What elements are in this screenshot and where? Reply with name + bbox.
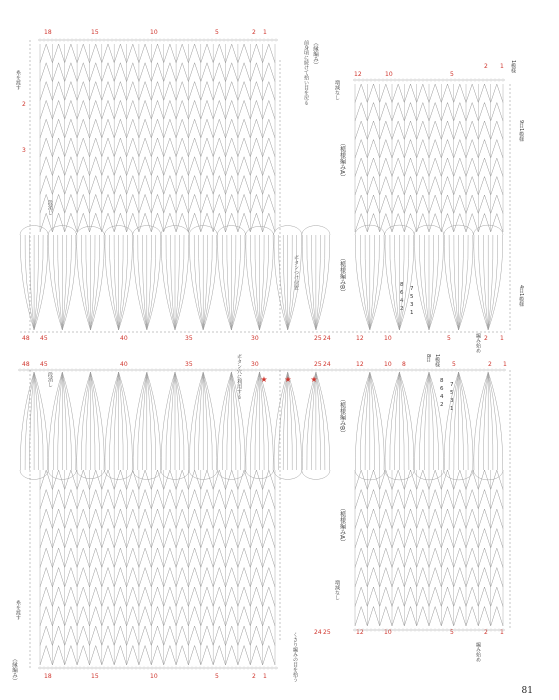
stripe-number: 7 <box>450 382 454 388</box>
stripe-number: 7 <box>410 286 414 292</box>
front-note: 前身頃に続けて拾い目を戻る <box>303 40 309 105</box>
stripe-number: 8 <box>440 378 444 384</box>
right-top-count: 10 <box>385 71 393 78</box>
chain-stitches <box>39 39 278 41</box>
right-top-count: 12 <box>354 71 362 78</box>
star-marker: ★ <box>284 375 292 384</box>
stripe-number: 5 <box>410 294 414 300</box>
no-increase-label: 増減なし <box>334 80 340 100</box>
left-count: 2 <box>22 101 26 108</box>
bottom-count: 12 <box>356 629 364 636</box>
top-count: 40 <box>120 361 128 368</box>
star-marker: ★ <box>310 375 318 384</box>
chain-stitches <box>354 79 505 81</box>
bottom-count: 10 <box>384 335 392 342</box>
pattern-b-label: （模様編みB） <box>338 396 346 437</box>
fan-stitches <box>20 372 330 479</box>
no-increase-label: 増減なし <box>334 580 340 600</box>
stripe-number: 6 <box>400 290 404 296</box>
start-label: 編み始め <box>475 642 481 662</box>
bottom-count: 15 <box>91 673 99 680</box>
bottom-count: 35 <box>185 335 193 342</box>
bottom-count: 5 <box>450 629 454 636</box>
stripe-number: 2 <box>440 402 444 408</box>
right-top-count: 1 <box>500 63 504 70</box>
bottom-count: 24 <box>314 629 322 636</box>
bottom-count: 30 <box>251 335 259 342</box>
top-count: 5 <box>215 29 219 36</box>
page-number: 81 <box>521 686 533 696</box>
bottom-count: 1 <box>500 629 504 636</box>
top-count: 24 <box>323 361 331 368</box>
edging-label: （縁編み） <box>312 40 318 68</box>
bottom-count: 24 <box>323 335 331 342</box>
lattice-stitches <box>40 470 275 665</box>
chain-stitches <box>19 369 506 371</box>
pattern-a-label: （模様編みA） <box>338 505 346 546</box>
row-skip-label: 段消し <box>47 372 53 387</box>
top-count: 10 <box>150 29 158 36</box>
chain-stitches <box>39 667 278 669</box>
top-count: 5 <box>452 361 456 368</box>
front-note: くさり編みの目を拾う <box>292 632 298 682</box>
bottom-count: 1 <box>500 335 504 342</box>
column-stitches <box>355 470 503 626</box>
bottom-count: 10 <box>384 629 392 636</box>
top-count: 25 <box>314 361 322 368</box>
top-count: 35 <box>185 361 193 368</box>
one-repeat-label: 1模様 <box>510 60 516 74</box>
bottom-count: 18 <box>44 673 52 680</box>
top-count: 15 <box>91 29 99 36</box>
pattern-a-label: （模様編みA） <box>338 140 346 181</box>
top-count: 18 <box>44 29 52 36</box>
bottom-count: 25 <box>323 629 331 636</box>
bottom-count: 25 <box>314 335 322 342</box>
stripe-number: 4 <box>440 394 444 400</box>
nine-st-repeat-label: 9目1模様 <box>518 120 524 142</box>
bottom-count: 2 <box>252 673 256 680</box>
stripe-number: 6 <box>440 386 444 392</box>
stripe-number: 3 <box>450 398 454 404</box>
top-count: 12 <box>356 361 364 368</box>
chain-stitches <box>354 629 505 631</box>
top-count: 2 <box>488 361 492 368</box>
bottom-count: 2 <box>484 335 488 342</box>
eight-st-label: 8目 <box>425 354 431 363</box>
top-count: 48 <box>22 361 30 368</box>
yarn-carry-label: 糸を渡す <box>15 70 21 90</box>
star-marker: ★ <box>260 375 268 384</box>
stripe-number: 1 <box>410 310 414 316</box>
bottom-count: 2 <box>484 629 488 636</box>
bottom-count: 45 <box>40 335 48 342</box>
edging-label: （縁編み） <box>11 656 17 684</box>
bottom-count: 12 <box>356 335 364 342</box>
top-count: 2 <box>252 29 256 36</box>
row-skip-label: 段消し <box>47 200 53 215</box>
stripe-number: 1 <box>450 406 454 412</box>
bottom-count: 5 <box>215 673 219 680</box>
button-hole-note: ボタン穴に利用する <box>236 354 242 399</box>
fan-stitches <box>20 226 330 330</box>
pattern-b-label: （模様編みB） <box>338 255 346 296</box>
yarn-carry-label: 糸を渡す <box>15 600 21 620</box>
stripe-number: 8 <box>400 282 404 288</box>
stripe-number: 4 <box>400 298 404 304</box>
top-count: 1 <box>263 29 267 36</box>
top-count: 8 <box>402 361 406 368</box>
button-note: ボタンつけ位置 <box>293 255 299 290</box>
left-count: 3 <box>22 147 26 154</box>
lattice-stitches <box>40 44 275 232</box>
right-top-count: 5 <box>450 71 454 78</box>
bottom-count: 5 <box>447 335 451 342</box>
top-count: 10 <box>384 361 392 368</box>
bottom-count: 10 <box>150 673 158 680</box>
stripe-number: 5 <box>450 390 454 396</box>
right-top-count: 2 <box>484 63 488 70</box>
column-stitches <box>355 84 503 232</box>
start-label: 編み始め <box>475 333 481 353</box>
bottom-count: 40 <box>120 335 128 342</box>
top-count: 30 <box>251 361 259 368</box>
top-panel <box>15 29 524 353</box>
stripe-number: 3 <box>410 302 414 308</box>
bottom-count: 48 <box>22 335 30 342</box>
four-st-repeat-label: 4目1模様 <box>518 285 524 307</box>
stripe-number: 2 <box>400 306 404 312</box>
top-count: 1 <box>503 361 507 368</box>
top-count: 45 <box>40 361 48 368</box>
fan-stitches <box>355 225 503 330</box>
fan-stitches <box>355 372 503 480</box>
one-repeat-label: 1模様 <box>434 354 440 368</box>
bottom-count: 1 <box>263 673 267 680</box>
